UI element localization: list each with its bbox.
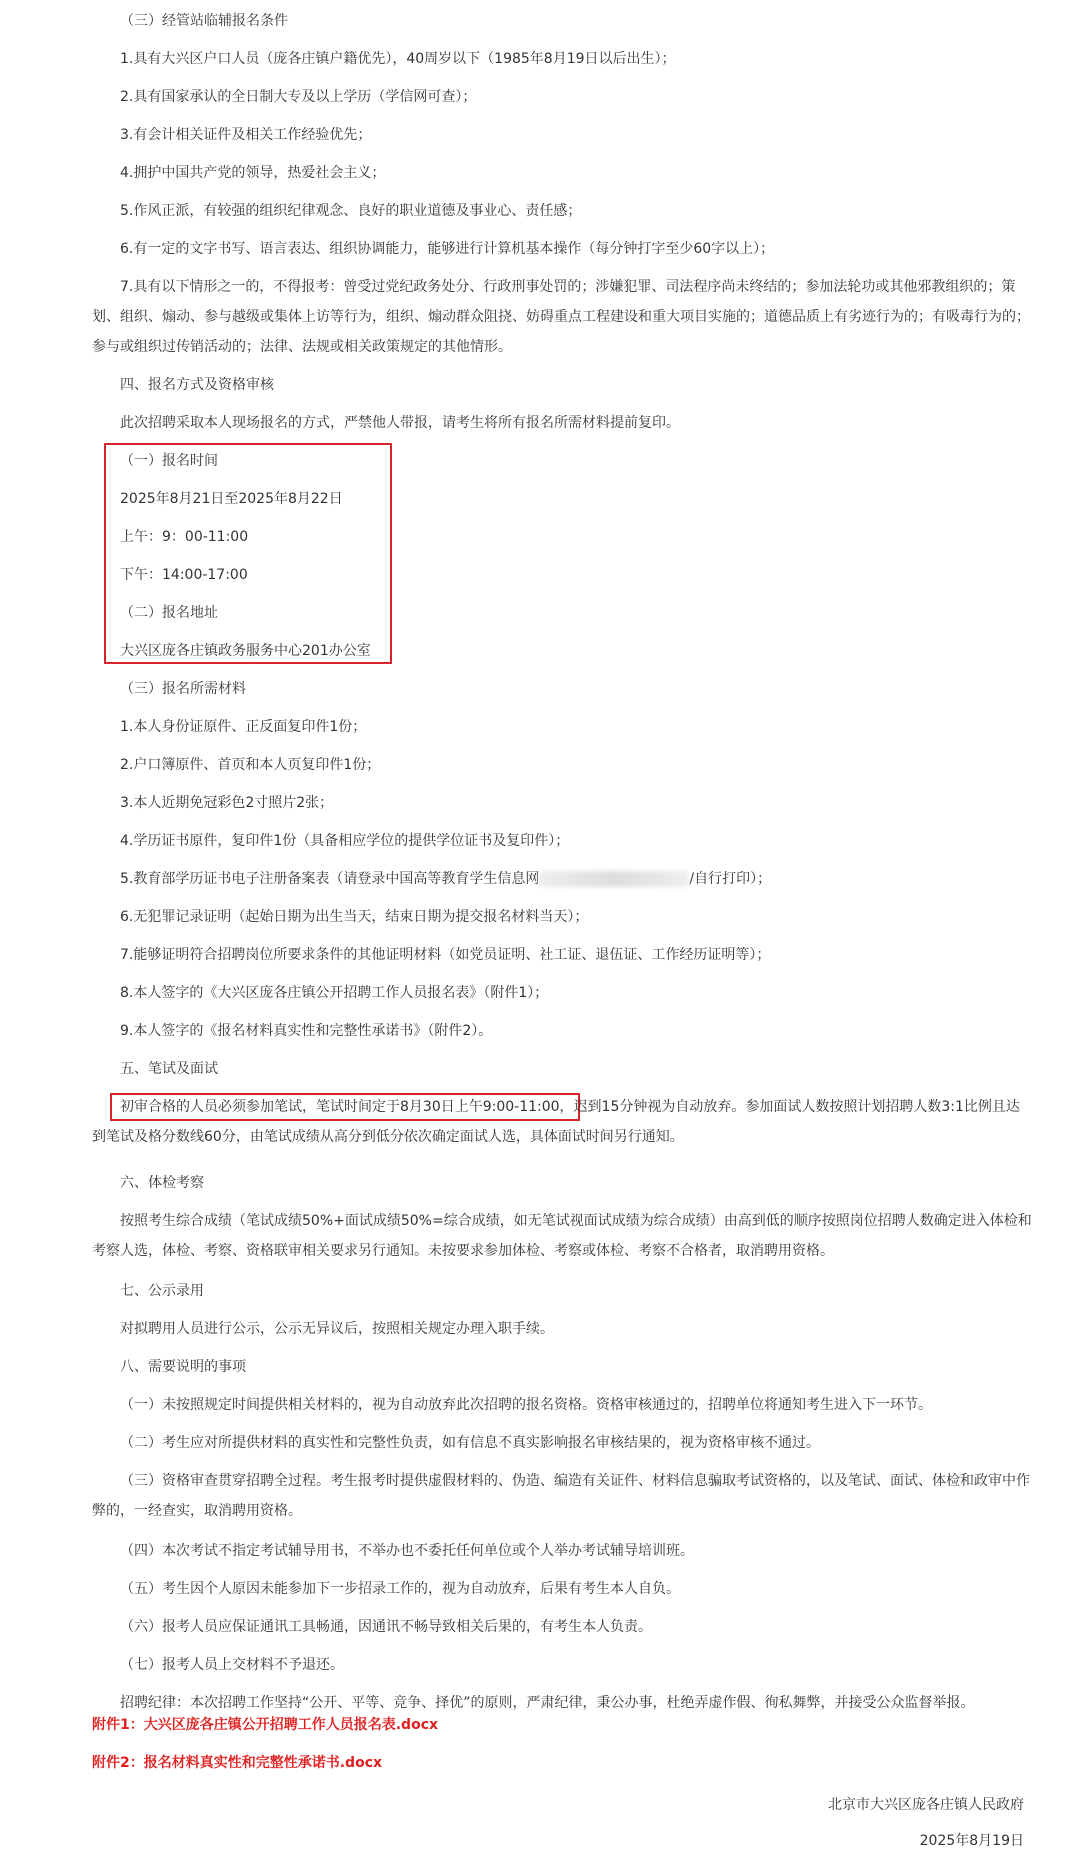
note-1: （一）未按照规定时间提供相关材料的，视为自动放弃此次招聘的报名资格。资格审核通过的，招聘单位将通知考生进入下一环节。 <box>120 1397 932 1413</box>
material-5 <box>92 864 1032 894</box>
section-4-title: 四、报名方式及资格审核 <box>120 377 274 393</box>
section-5-title: 五、笔试及面试 <box>120 1061 218 1077</box>
redacted-url-blur <box>539 871 689 887</box>
note-3: （三）资格审查贯穿招聘全过程。考生报考时提供虚假材料的、伪造、编造有关证件、材料信息骗取考试资格的，以及笔试、面试、体检和政审中作弊的，一经查实，取消聘用资格。 <box>92 1473 1030 1519</box>
material-9: 9.本人签字的《报名材料真实性和完整性承诺书》（附件2）。 <box>120 1023 493 1039</box>
registration-address-title: （二）报名地址 <box>120 605 218 621</box>
exam-rules-text: 迟到15分钟视为自动放弃。参加面试人数按照计划招聘人数3:1比例且达到笔试及格分数线60分，由笔试成绩从高分到低分依次确定面试人选，具体面试时间另行通知。 <box>92 1099 1020 1145</box>
condition-6: 6.有一定的文字书写、语言表达、组织协调能力，能够进行计算机基本操作（每分钟打字至少60字以上）； <box>120 241 775 257</box>
note-4: （四）本次考试不指定考试辅导用书，不举办也不委托任何单位或个人举办考试辅导培训班。 <box>120 1543 694 1559</box>
condition-2: 2.具有国家承认的全日制大专及以上学历（学信网可查）； <box>120 89 477 105</box>
attachment-2-link[interactable]: 附件2：报名材料真实性和完整性承诺书.docx <box>92 1755 383 1771</box>
registration-afternoon: 下午：14:00-17:00 <box>120 567 248 583</box>
registration-highlight-box <box>104 443 392 664</box>
condition-5: 5.作风正派，有较强的组织纪律观念、良好的职业道德及事业心、责任感； <box>120 203 582 219</box>
material-7: 7.能够证明符合招聘岗位所要求条件的其他证明材料（如党员证明、社工证、退伍证、工作经历证明等）； <box>120 947 771 963</box>
registration-morning: 上午：9：00-11:00 <box>120 529 249 545</box>
material-2: 2.户口簿原件、首页和本人页复印件1份； <box>120 757 381 773</box>
condition-3: 3.有会计相关证件及相关工作经验优先； <box>120 127 372 143</box>
exam-time-text: 初审合格的人员必须参加笔试，笔试时间定于8月30日上午9:00-11:00， <box>120 1099 574 1115</box>
material-6: 6.无犯罪记录证明（起始日期为出生当天，结束日期为提交报名材料当天）； <box>120 909 589 925</box>
condition-7: 7.具有以下情形之一的，不得报考：曾受过党纪政务处分、行政刑事处罚的；涉嫌犯罪、司法程序尚未终结的；参加法轮功或其他邪教组织的；策划、组织、煽动、参与越级或集体上访等行为，组织、煽动群众阻挠、妨碍重点工程建设和重大项目实施的；道德品质上有劣迹行为的；有吸毒行为的；参与或组织过传销活动的；法律、法规或相关政策规定的其他情形。 <box>92 279 1030 355</box>
note-2: （二）考生应对所提供材料的真实性和完整性负责，如有信息不真实影响报名审核结果的，视为资格审核不通过。 <box>120 1435 820 1451</box>
registration-dates: 2025年8月21日至2025年8月22日 <box>120 491 343 507</box>
section-4-intro: 此次招聘采取本人现场报名的方式，严禁他人带报，请考生将所有报名所需材料提前复印。 <box>120 415 680 431</box>
material-5-text-start: 5.教育部学历证书电子注册备案表（请登录中国高等教育学生信息网 <box>120 871 540 887</box>
material-4: 4.学历证书原件，复印件1份（具备相应学位的提供学位证书及复印件）； <box>120 833 570 849</box>
registration-time-title: （一）报名时间 <box>120 453 218 469</box>
material-5-text-end: /自行打印）； <box>689 871 772 887</box>
section-7-text: 对拟聘用人员进行公示，公示无异议后，按照相关规定办理入职手续。 <box>120 1321 554 1337</box>
exam-paragraph <box>92 1092 1032 1152</box>
section-6-title: 六、体检考察 <box>120 1175 204 1191</box>
recruitment-discipline: 招聘纪律：本次招聘工作坚持“公开、平等、竞争、择优”的原则，严肃纪律，秉公办事，杜绝弄虚作假、徇私舞弊，并接受公众监督举报。 <box>120 1695 975 1711</box>
note-7: （七）报考人员上交材料不予退还。 <box>120 1657 344 1673</box>
registration-address: 大兴区庞各庄镇政务服务中心201办公室 <box>120 643 371 659</box>
note-5: （五）考生因个人原因未能参加下一步招录工作的，视为自动放弃，后果有考生本人自负。 <box>120 1581 680 1597</box>
note-6: （六）报考人员应保证通讯工具畅通，因通讯不畅导致相关后果的，有考生本人负责。 <box>120 1619 652 1635</box>
section-7-title: 七、公示录用 <box>120 1283 204 1299</box>
issuer-name: 北京市大兴区庞各庄镇人民政府 <box>828 1797 1024 1813</box>
condition-1: 1.具有大兴区户口人员（庞各庄镇户籍优先），40周岁以下（1985年8月19日以后出生）； <box>120 51 676 67</box>
section-6-text: 按照考生综合成绩（笔试成绩50%+面试成绩50%=综合成绩，如无笔试视面试成绩为综合成绩）由高到低的顺序按照岗位招聘人数确定进入体检和考察人选，体检、考察、资格联审相关要求另行通知。未按要求参加体检、考察或体检、考察不合格者，取消聘用资格。 <box>92 1213 1032 1259</box>
condition-4: 4.拥护中国共产党的领导，热爱社会主义； <box>120 165 386 181</box>
attachment-1-link[interactable]: 附件1：大兴区庞各庄镇公开招聘工作人员报名表.docx <box>92 1717 439 1733</box>
section-3-title: （三）经管站临辅报名条件 <box>120 13 288 29</box>
issue-date: 2025年8月19日 <box>919 1833 1024 1849</box>
materials-title: （三）报名所需材料 <box>120 681 246 697</box>
section-8-title: 八、需要说明的事项 <box>120 1359 246 1375</box>
material-1: 1.本人身份证原件、正反面复印件1份； <box>120 719 367 735</box>
material-3: 3.本人近期免冠彩色2寸照片2张； <box>120 795 334 811</box>
material-8: 8.本人签字的《大兴区庞各庄镇公开招聘工作人员报名表》（附件1）； <box>120 985 549 1001</box>
